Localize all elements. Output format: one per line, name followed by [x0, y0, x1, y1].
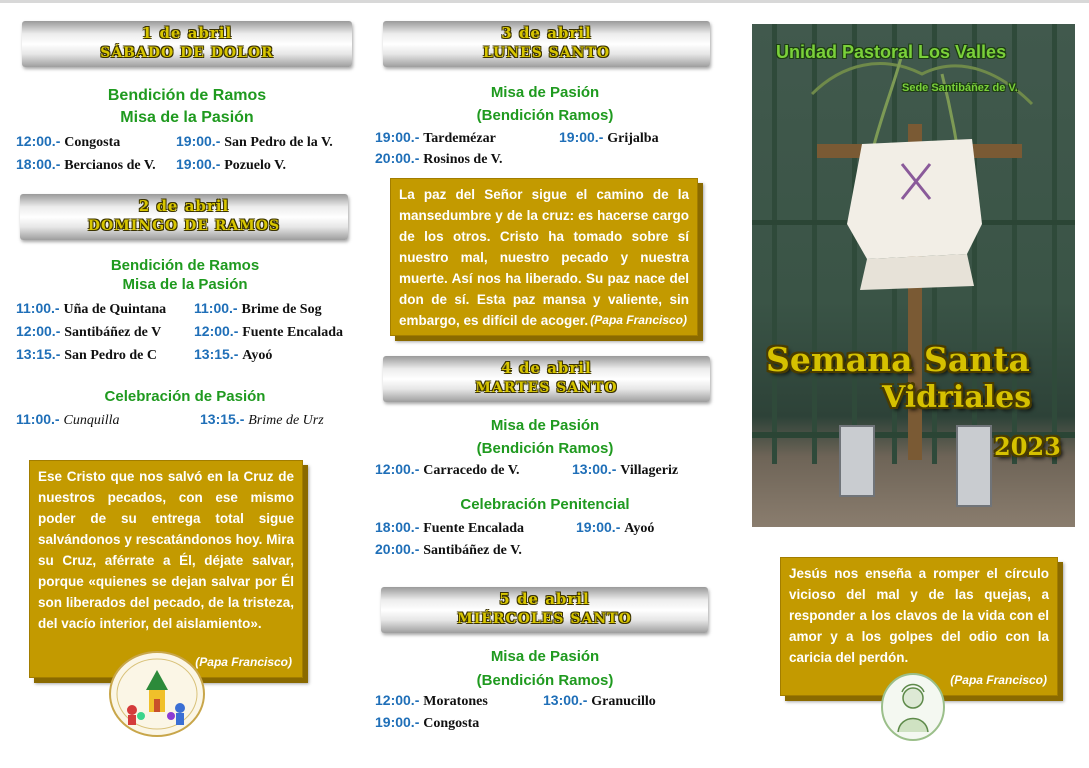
time: 19:00.-: [176, 133, 221, 149]
day-date: 5 de abril: [499, 590, 590, 608]
time: 12:00.-: [194, 323, 239, 339]
time: 12:00.-: [16, 133, 61, 149]
quote-box-1: [29, 460, 303, 678]
day-name: MARTES SANTO: [475, 380, 618, 396]
schedule-row: [572, 459, 678, 481]
place: Uña de Quintana: [63, 302, 167, 317]
quote-box-2: [390, 178, 698, 336]
place: Pozuelo V.: [224, 158, 286, 173]
place: Santibáñez de V.: [423, 543, 522, 558]
time: 11:00.-: [16, 411, 60, 427]
day-banner-5: [381, 587, 708, 633]
time: 11:00.-: [16, 300, 60, 316]
schedule-row: [194, 298, 322, 320]
day-date: 1 de abril: [141, 24, 233, 42]
schedule-row: [16, 154, 156, 176]
place: San Pedro de la V.: [224, 135, 333, 150]
time: 19:00.-: [375, 714, 420, 730]
place: Bercianos de V.: [64, 158, 156, 173]
day-name: LUNES SANTO: [482, 45, 611, 61]
schedule-row: [543, 690, 656, 712]
schedule-row: [559, 127, 659, 149]
saint-medallion-icon: [880, 672, 946, 742]
place: Cunquilla: [63, 413, 120, 428]
place: Villageriz: [620, 463, 679, 478]
section-heading: (Bendición Ramos): [476, 107, 614, 124]
place: Congosta: [64, 135, 121, 150]
time: 19:00.-: [375, 129, 420, 145]
time: 18:00.-: [375, 519, 420, 535]
schedule-row: [16, 131, 120, 153]
time: 13:00.-: [572, 461, 617, 477]
schedule-row: [16, 298, 166, 320]
schedule-row: [16, 409, 120, 431]
quote-text: Jesús nos enseña a romper el círculo vicioso del mal y de las quejas, a responder a los clavos de la vida con el amor y a los golpes del odio con la caricia del perdón.: [789, 566, 1049, 665]
schedule-row: [375, 712, 479, 734]
place: Ayoó: [242, 348, 273, 363]
place: Congosta: [423, 716, 480, 731]
section-heading: Misa de la Pasión: [120, 109, 254, 126]
section-heading: Misa de Pasión: [490, 648, 600, 665]
time: 12:00.-: [375, 692, 420, 708]
day-banner-1: [22, 21, 352, 67]
place: Moratones: [423, 694, 488, 709]
day-date: 2 de abril: [138, 197, 230, 215]
section-heading: Misa de Pasión: [490, 84, 600, 101]
place: Brime de Sog: [241, 302, 322, 317]
quote-text: La paz del Señor sigue el camino de la mansedumbre y de la cruz: es hacerse cargo de los otros. Cristo ha tomado sobre sí nuestro mal, nuestro pecado y nuestra muerte. Así nos ha liberado. Su paz nace del don de sí. Esta paz mansa y valiente, sin embargo, es difícil de acoger.: [399, 187, 689, 328]
place: Ayoó: [624, 521, 655, 536]
time: 13:00.-: [543, 692, 588, 708]
time: 13:15.-: [16, 346, 61, 362]
schedule-row: [375, 539, 522, 561]
cover-title: Unidad Pastoral Los Valles: [776, 42, 1007, 62]
cover-subtitle: Sede Santibáñez de V.: [902, 82, 1018, 94]
place: Brime de Urz: [248, 413, 324, 428]
time: 13:15.-: [194, 346, 239, 362]
section-heading: Misa de la Pasión: [122, 276, 248, 293]
time: 18:00.-: [16, 156, 61, 172]
place: Granucillo: [591, 694, 656, 709]
time: 12:00.-: [16, 323, 61, 339]
schedule-row: [375, 127, 496, 149]
quote-attribution: (Papa Francisco): [950, 673, 1047, 687]
schedule-row: [576, 517, 654, 539]
place: San Pedro de C: [64, 348, 157, 363]
section-heading: (Bendición Ramos): [476, 440, 614, 457]
day-name: DOMINGO DE RAMOS: [87, 218, 281, 234]
schedule-row: [375, 459, 520, 481]
schedule-row: [375, 148, 503, 170]
section-heading: (Bendición Ramos): [476, 672, 614, 689]
schedule-row: [194, 321, 343, 343]
schedule-row: [200, 409, 324, 431]
quote-attribution: (Papa Francisco): [195, 655, 292, 669]
time: 19:00.-: [576, 519, 621, 535]
time: 11:00.-: [194, 300, 238, 316]
section-heading: Misa de Pasión: [490, 417, 600, 434]
day-banner-2: [20, 194, 348, 240]
day-date: 4 de abril: [501, 359, 592, 377]
quote-attribution: (Papa Francisco): [590, 313, 687, 327]
time: 12:00.-: [375, 461, 420, 477]
time: 19:00.-: [559, 129, 604, 145]
top-border: [0, 0, 1089, 3]
section-heading: Bendición de Ramos: [110, 257, 260, 274]
day-name: MIÉRCOLES SANTO: [457, 611, 632, 627]
logo-graphic: [108, 650, 206, 738]
section-heading: Celebración de Pasión: [104, 388, 266, 405]
time: 13:15.-: [200, 411, 245, 427]
place: Carracedo de V.: [423, 463, 520, 478]
schedule-row: [375, 690, 488, 712]
schedule-row: [375, 517, 524, 539]
place: Grijalba: [607, 131, 659, 146]
day-banner-3: [383, 21, 710, 67]
time: 19:00.-: [176, 156, 221, 172]
place: Tardemézar: [423, 131, 496, 146]
day-banner-4: [383, 356, 710, 402]
place: Rosinos de V.: [423, 152, 503, 167]
semana-santa-title: Semana Santa: [766, 340, 1030, 379]
time: 20:00.-: [375, 541, 420, 557]
cover-photo: [752, 24, 1075, 527]
schedule-row: [194, 344, 272, 366]
day-date: 3 de abril: [501, 24, 592, 42]
vidriales-title: Vidriales: [882, 380, 1032, 415]
quote-text: Ese Cristo que nos salvó en la Cruz de nuestros pecados, con ese mismo poder de su entrega total sigue salvándonos y rescatándonos hoy. Mira su Cruz, aférrate a Él, déjate salvar, porque «quienes se dejan salvar por Él son liberados del pecado, de la tristeza, del vacío interior, del aislamiento».: [38, 469, 294, 631]
schedule-row: [176, 131, 333, 153]
unidad-pastoral-logo: [108, 650, 206, 738]
schedule-row: [176, 154, 286, 176]
year: 2023: [994, 432, 1061, 461]
place: Fuente Encalada: [242, 325, 343, 340]
section-heading: Celebración Penitencial: [460, 496, 630, 513]
place: Santibáñez de V: [64, 325, 162, 340]
section-heading: Bendición de Ramos: [107, 87, 267, 104]
day-name: SÁBADO DE DOLOR: [100, 45, 274, 61]
schedule-row: [16, 321, 161, 343]
time: 20:00.-: [375, 150, 420, 166]
place: Fuente Encalada: [423, 521, 524, 536]
schedule-row: [16, 344, 157, 366]
